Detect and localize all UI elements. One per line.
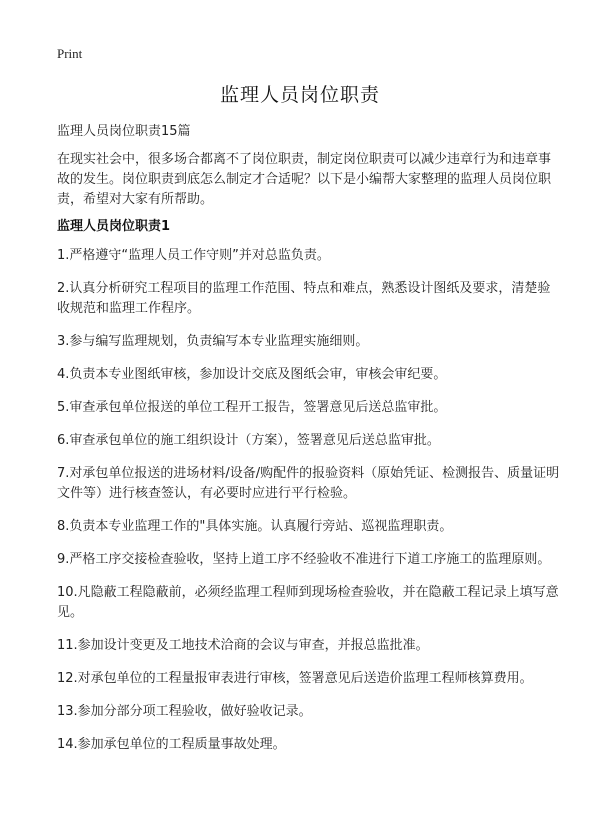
duty-item-1: 1.严格遵守“监理人员工作守则”并对总监负责。 <box>57 248 330 263</box>
duty-item-14: 14.参加承包单位的工程质量事故处理。 <box>57 737 286 752</box>
duty-item-8: 8.负责本专业监理工作的"具体实施。认真履行旁站、巡视监理职责。 <box>57 519 453 534</box>
duty-item-11: 11.参加设计变更及工地技术洽商的会议与审查，并报总监批准。 <box>57 638 429 653</box>
duty-item-2: 2.认真分析研究工程项目的监理工作范围、特点和难点，熟悉设计图纸及要求，清楚验收规范和监理工作程序。 <box>57 281 551 316</box>
intro-paragraph: 在现实社会中，很多场合都离不了岗位职责，制定岗位职责可以减少违章行为和违章事故的发生。岗位职责到底怎么制定才合适呢？以下是小编帮大家整理的监理人员岗位职责，希望对大家有所帮助。 <box>57 152 552 207</box>
duty-item-4: 4.负责本专业图纸审核，参加设计交底及图纸会审，审核会审纪要。 <box>57 367 447 382</box>
page-title: 监理人员岗位职责 <box>219 84 380 106</box>
print-link[interactable]: Print <box>57 46 83 61</box>
duty-item-7: 7.对承包单位报送的进场材料/设备/购配件的报验资料（原始凭证、检测报告、质量证明文件等）进行核查签认，有必要时应进行平行检验。 <box>57 466 560 501</box>
duty-item-3: 3.参与编写监理规划，负责编写本专业监理实施细则。 <box>57 334 369 349</box>
duty-item-9: 9.严格工序交接检查验收，坚持上道工序不经验收不准进行下道工序施工的监理原则。 <box>57 552 551 567</box>
duty-item-6: 6.审查承包单位的施工组织设计（方案），签署意见后送总监审批。 <box>57 433 440 448</box>
duty-item-10: 10.凡隐蔽工程隐蔽前，必须经监理工程师到现场检查验收，并在隐蔽工程记录上填写意见。 <box>57 585 559 620</box>
duty-item-13: 13.参加分部分项工程验收，做好验收记录。 <box>57 704 312 719</box>
duty-item-12: 12.对承包单位的工程量报审表进行审核，签署意见后送造价监理工程师核算费用。 <box>57 671 533 686</box>
document-subtitle: 监理人员岗位职责15篇 <box>57 124 191 139</box>
duty-list <box>57 246 560 768</box>
section-heading: 监理人员岗位职责1 <box>57 219 171 234</box>
duty-item-5: 5.审查承包单位报送的单位工程开工报告，签署意见后送总监审批。 <box>57 400 447 415</box>
